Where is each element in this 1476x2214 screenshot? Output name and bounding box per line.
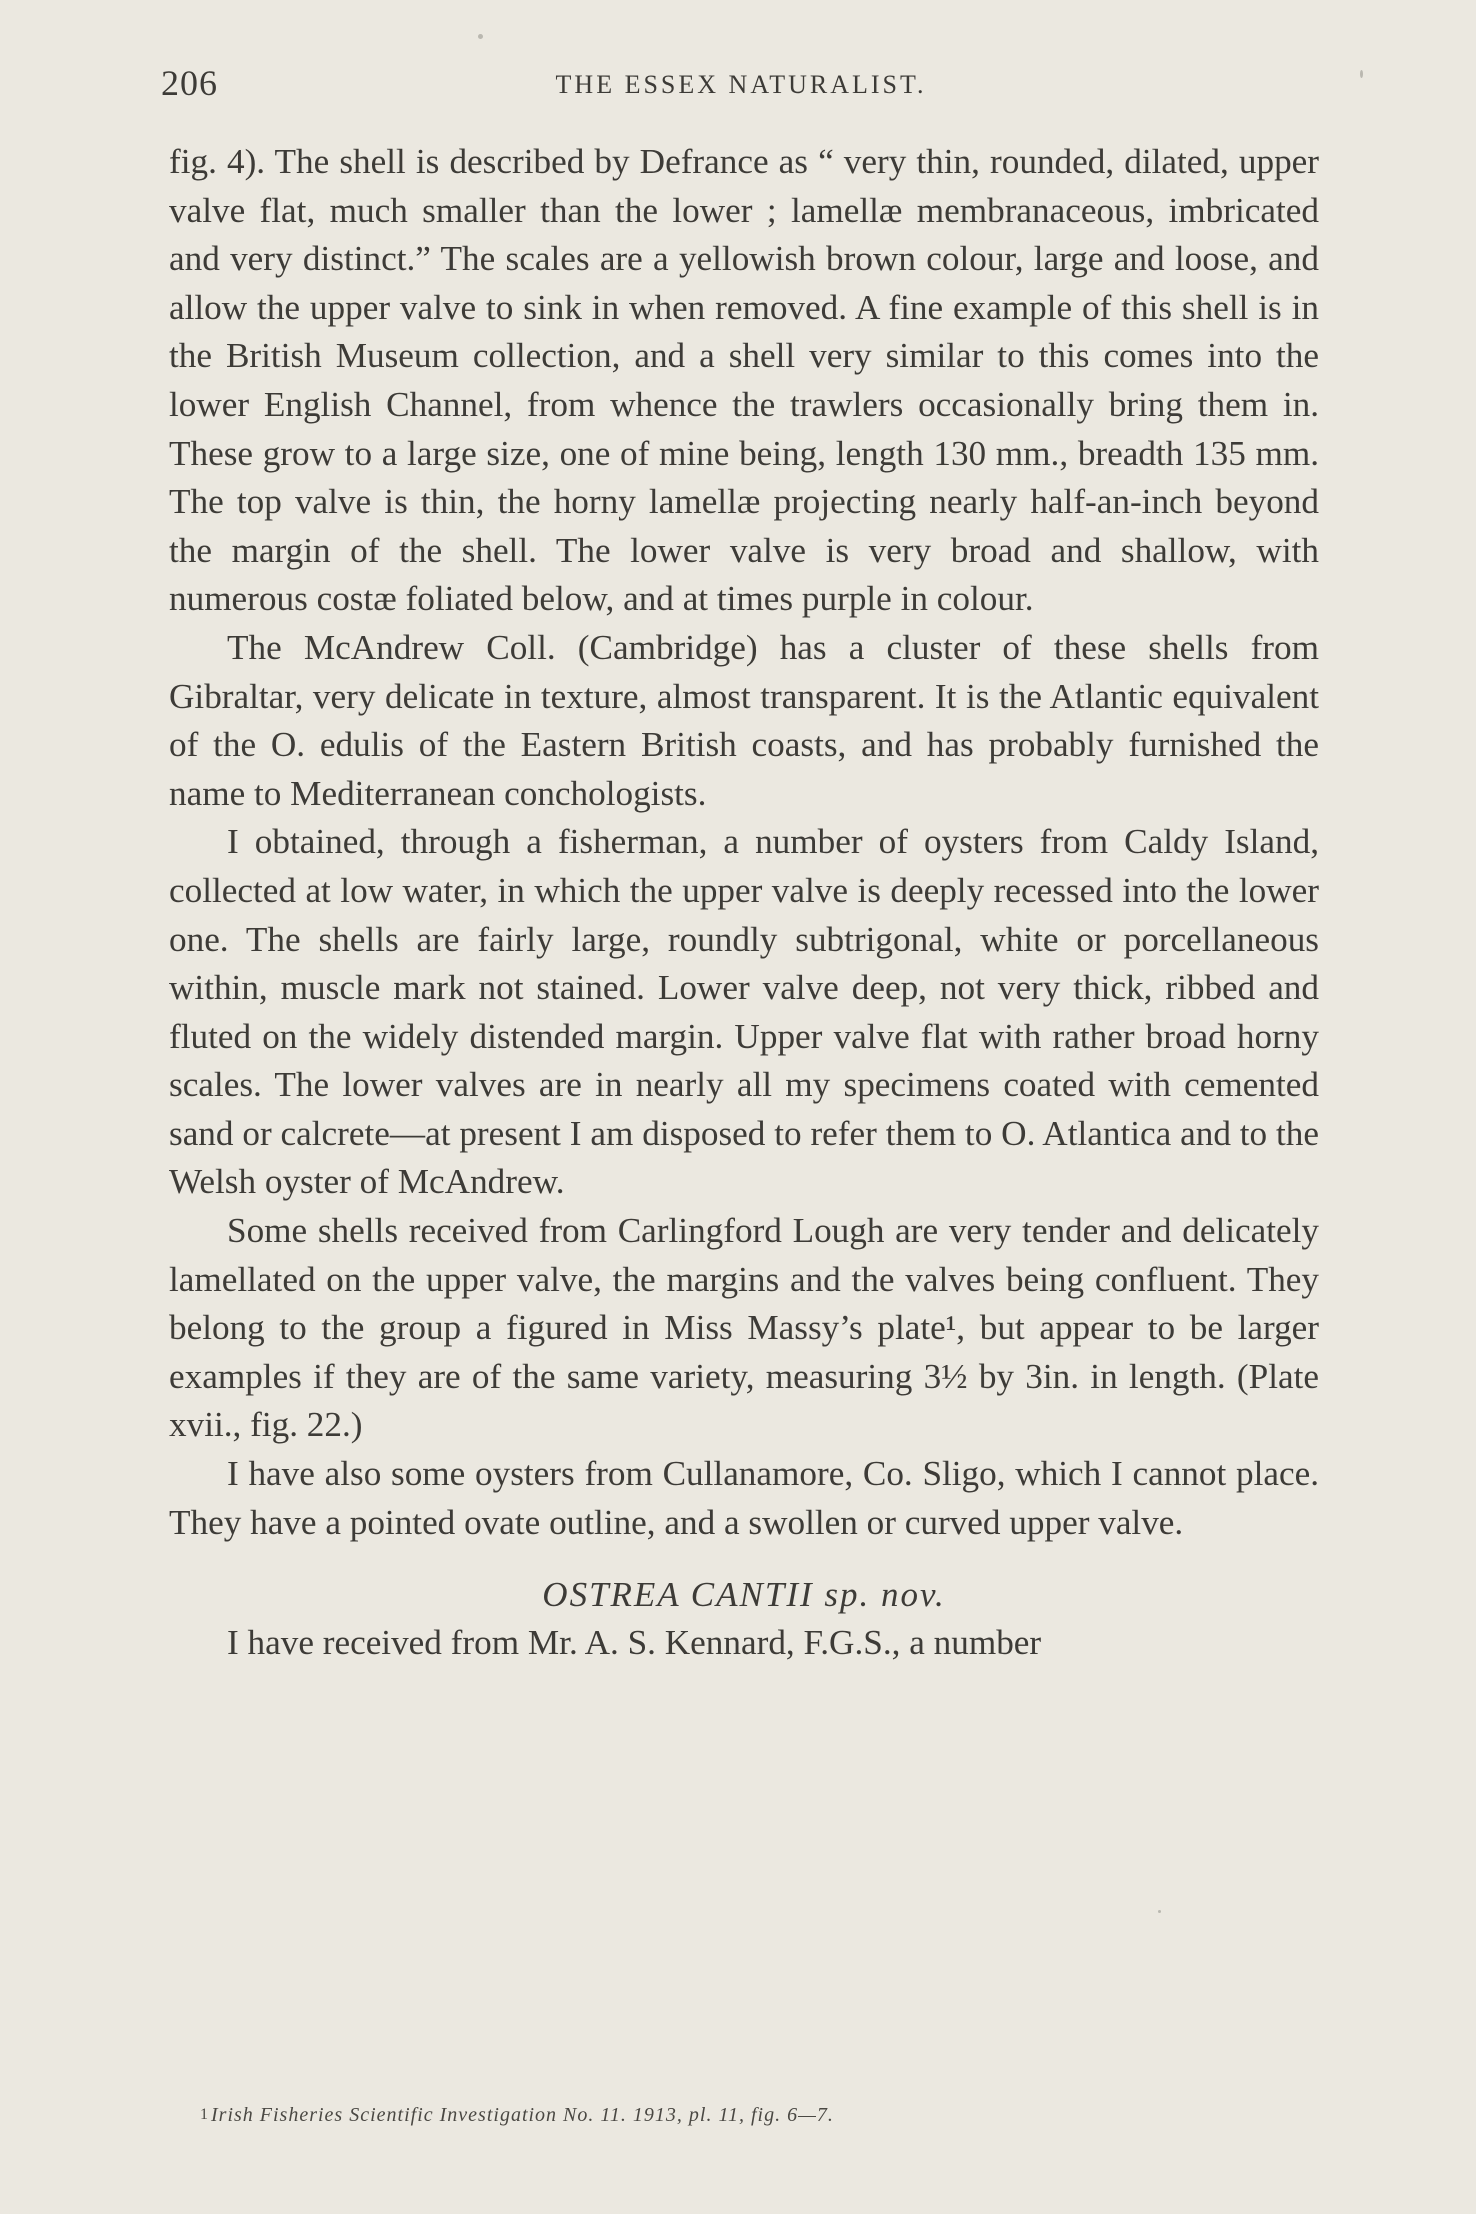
body-text: [169, 138, 1319, 1668]
paragraph-4: Some shells received from Carlingford Lough are very tender and delicately lamellated on the upper valve, the margins and the valves being confluent. They belong to the group a figured in Miss Massy’s plate¹, but appear to be larger examples if they are of the same variety, measuring 3½ by 3in. in length. (Plate xvii., fig. 22.): [169, 1211, 1319, 1445]
running-head: THE ESSEX NATURALIST.: [555, 70, 927, 99]
paragraph-1: fig. 4). The shell is described by Defrance as “ very thin, rounded, dilated, upper valve flat, much smaller than the lower ; lamellæ membranaceous, imbricated and very distinct.” The scales are a yellowish brown colour, large and loose, and allow the upper valve to sink in when removed. A fine example of this shell is in the British Museum collection, and a shell very similar to this comes into the lower English Channel, from whence the trawlers occasionally bring them in. These grow to a large size, one of mine being, length 130 mm., breadth 135 mm. The top valve is thin, the horny lamellæ projecting nearly half-an-inch beyond the margin of the shell. The lower valve is very broad and shallow, with numerous costæ foliated below, and at times purple in colour.: [169, 142, 1319, 619]
paper-speck: [1360, 70, 1363, 78]
paper-speck: [478, 34, 483, 39]
footnote: [200, 2104, 1200, 2127]
page-header: [161, 62, 1321, 112]
paragraph-3: I obtained, through a fisherman, a number of oysters from Caldy Island, collected at low water, in which the upper valve is deeply recessed into the lower one. The shells are fairly large, roundly subtrigonal, white or porcellaneous within, muscle mark not stained. Lower valve deep, not very thick, ribbed and fluted on the widely distended margin. Upper valve flat with rather broad horny scales. The lower valves are in nearly all my specimens coated with cemented sand or calcrete—at present I am disposed to refer them to O. Atlantica and to the Welsh oyster of McAndrew.: [169, 822, 1319, 1202]
paragraph-5: I have also some oysters from Cullanamore, Co. Sligo, which I cannot place. They have a pointed ovate outline, and a swollen or curved upper valve.: [169, 1454, 1319, 1542]
paper-speck: [1158, 1910, 1161, 1913]
section-heading-name: OSTREA CANTII: [542, 1575, 814, 1615]
paragraph-6: I have received from Mr. A. S. Kennard, F.G.S., a number: [227, 1623, 1042, 1663]
paragraph-2: The McAndrew Coll. (Cambridge) has a cluster of these shells from Gibraltar, very delicate in texture, almost transparent. It is the Atlantic equivalent of the O. edulis of the Eastern British coasts, and has probably furnished the name to Mediterranean conchologists.: [169, 627, 1319, 813]
footnote-text: Irish Fisheries Scientific Investigation No. 11. 1913, pl. 11, fig. 6—7.: [211, 2104, 834, 2126]
section-heading: [169, 1571, 1319, 1619]
footnote-mark: 1: [200, 2106, 209, 2123]
section-heading-suffix: sp. nov.: [824, 1575, 946, 1615]
page-number: 206: [161, 63, 218, 103]
